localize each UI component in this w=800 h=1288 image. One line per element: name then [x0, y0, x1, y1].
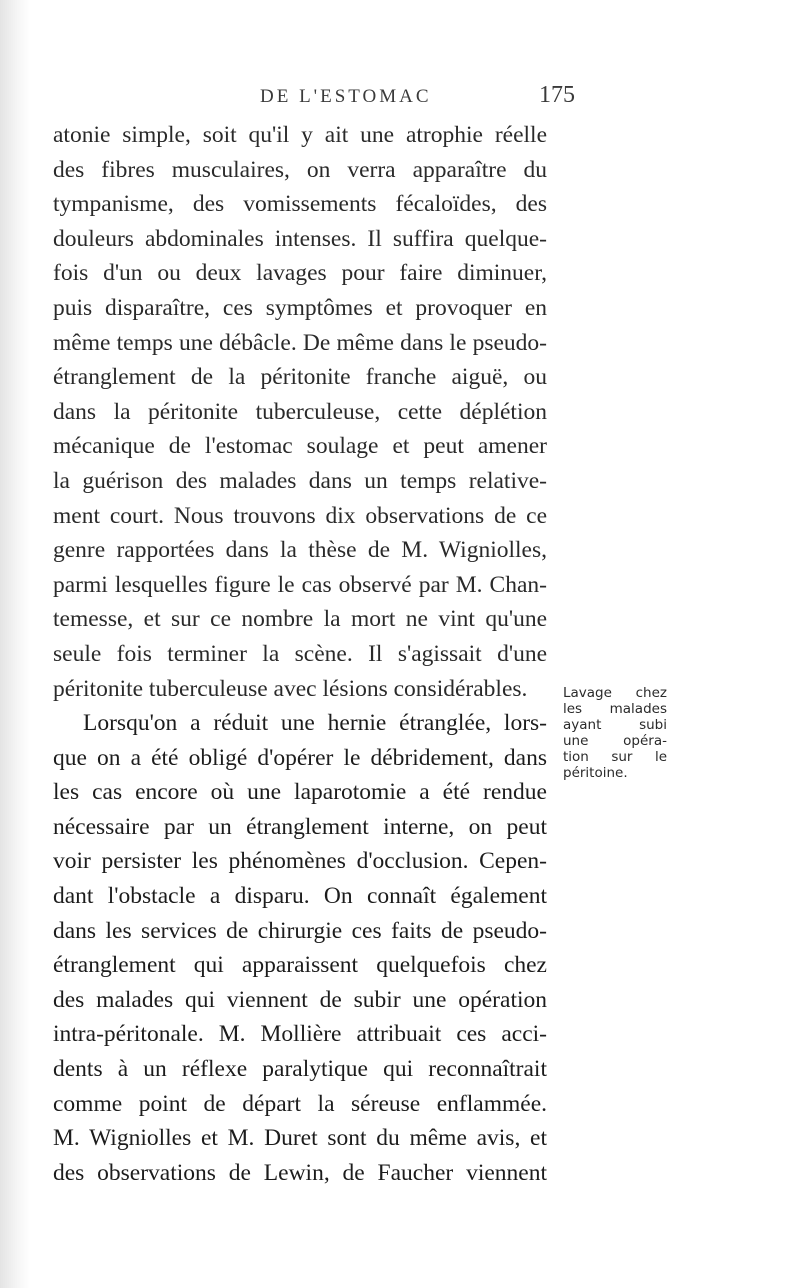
- text-line: étranglement qui apparaissent quelquefois chez: [53, 952, 547, 979]
- text-line: mécanique de l'estomac soulage et peut amener: [53, 433, 547, 460]
- text-line: douleurs abdominales intenses. Il suffira quelque-: [53, 225, 547, 252]
- text-line: puis disparaître, ces symptômes et provoquer en: [53, 294, 547, 321]
- text-line: la guérison des malades dans un temps relative-: [53, 467, 547, 494]
- text-line: Lorsqu'on a réduit une hernie étranglée, lors-: [83, 710, 547, 737]
- text-line: genre rapportées dans la thèse de M. Wigniolles,: [53, 537, 547, 564]
- text-line: comme point de départ la séreuse enflammée.: [53, 1090, 547, 1117]
- text-line: dant l'obstacle a disparu. On connaît également: [53, 883, 547, 910]
- page-edge-shadow: [0, 0, 30, 1288]
- text-line: les cas encore où une laparotomie a été rendue: [53, 779, 547, 806]
- text-line: parmi lesquelles figure le cas observé par M. Chan-: [53, 571, 547, 598]
- text-line: fois d'un ou deux lavages pour faire diminuer,: [53, 260, 547, 287]
- margin-note-line: ayant subi: [563, 717, 667, 733]
- running-title: DE L'ESTOMAC: [260, 86, 432, 107]
- margin-note-line: Lavage chez: [563, 685, 667, 701]
- margin-note-line: tion sur le: [563, 749, 667, 765]
- text-line: des fibres musculaires, on verra apparaître du: [53, 156, 547, 183]
- body-text: [53, 118, 547, 1190]
- text-line: même temps une débâcle. De même dans le pseudo-: [53, 329, 547, 356]
- text-line: M. Wigniolles et M. Duret sont du même avis, et: [53, 1125, 547, 1152]
- text-line: que on a été obligé d'opérer le débridement, dans: [53, 744, 547, 771]
- margin-note-line: les malades: [563, 701, 667, 717]
- text-line: dans les services de chirurgie ces faits de pseudo-: [53, 917, 547, 944]
- text-line: voir persister les phénomènes d'occlusion. Cepen-: [53, 848, 547, 875]
- text-line: des observations de Lewin, de Faucher viennent: [53, 1159, 547, 1186]
- text-line: atonie simple, soit qu'il y ait une atrophie réelle: [53, 122, 547, 148]
- text-line: ment court. Nous trouvons dix observations de ce: [53, 502, 547, 529]
- text-line: intra-péritonale. M. Mollière attribuait ces acci-: [53, 1021, 547, 1048]
- text-line: dents à un réflexe paralytique qui reconnaîtrait: [53, 1056, 547, 1083]
- text-line: des malades qui viennent de subir une opération: [53, 986, 547, 1013]
- text-line: nécessaire par un étranglement interne, on peut: [53, 813, 547, 840]
- page-number: 175: [539, 82, 575, 108]
- margin-note-line: une opéra-: [563, 733, 667, 749]
- text-line: seule fois terminer la scène. Il s'agissait d'une: [53, 640, 547, 667]
- margin-note-line: péritoine.: [563, 765, 628, 781]
- text-line: tympanisme, des vomissements fécaloïdes, des: [53, 191, 547, 218]
- margin-note: [563, 685, 667, 781]
- text-line: temesse, et sur ce nombre la mort ne vint qu'une: [53, 606, 547, 633]
- text-line: étranglement de la péritonite franche aiguë, ou: [53, 364, 547, 391]
- running-header: [250, 82, 575, 116]
- text-line: péritonite tuberculeuse avec lésions considérables.: [53, 675, 528, 702]
- text-line: dans la péritonite tuberculeuse, cette déplétion: [53, 398, 547, 425]
